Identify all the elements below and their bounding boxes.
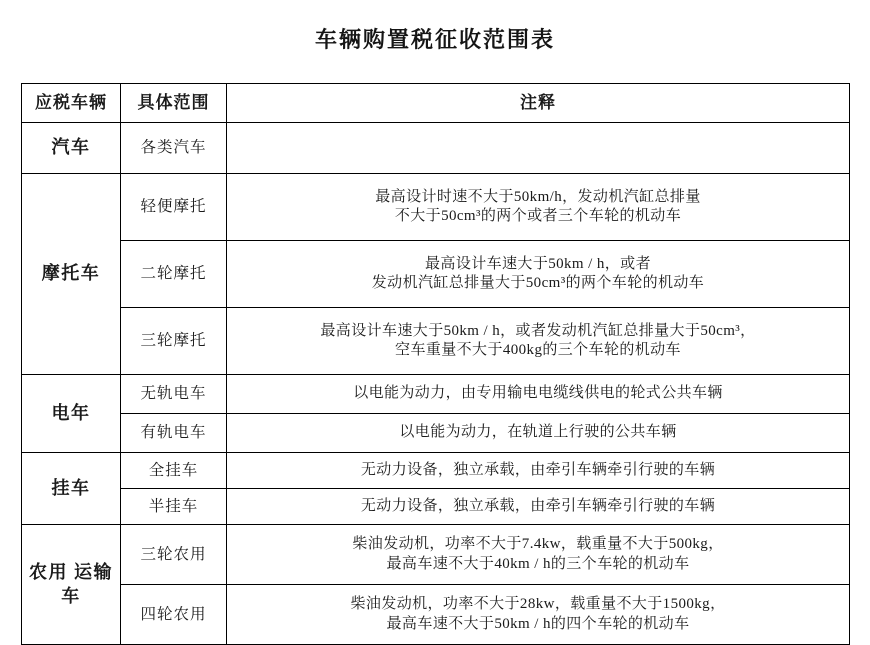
table-row [22,123,850,174]
note-line: 无动力设备，独立承载，由牵引车辆牵引行驶的车辆 [360,461,716,478]
note-cell-trolleybus [227,375,850,414]
column-header-taxable-vehicle: 应税车辆 [22,84,121,123]
note-cell-two-wheel-motorcycle [227,241,850,308]
category-cell-tram: 电年 [22,375,121,453]
note-line: 不大于50cm³的两个或者三个车轮的机动车 [394,208,682,224]
note-line: 发动机汽缸总排量大于50cm³的两个车轮的机动车 [371,275,705,291]
scope-cell-four-wheel-agricultural: 四轮农用 [121,585,227,645]
table-row [22,308,850,375]
note-cell-car [227,123,850,174]
note-cell-light-motorcycle [227,174,850,241]
category-cell-trailer: 挂车 [22,453,121,525]
table-row [22,241,850,308]
column-header-specific-scope: 具体范围 [121,84,227,123]
table-row [22,585,850,645]
scope-cell-two-wheel-motorcycle: 二轮摩托 [121,241,227,308]
table-header-row [22,84,850,123]
page-title: 车辆购置税征收范围表 [314,27,555,52]
note-line: 最高车速不大于40km / h的三个车轮的机动车 [386,555,690,572]
scope-cell-semi-trailer: 半挂车 [121,489,227,525]
note-line: 最高设计车速大于50km / h，或者 [425,255,651,272]
note-line: 柴油发动机，功率不大于7.4kw，载重量不大于500kg， [352,536,724,553]
tax-scope-table [21,83,850,645]
note-cell-three-wheel-motorcycle [227,308,850,375]
scope-cell-three-wheel-agricultural: 三轮农用 [121,525,227,585]
note-cell-four-wheel-agricultural [227,585,850,645]
table-row [22,414,850,453]
table-row [22,525,850,585]
note-cell-semi-trailer [227,489,850,525]
scope-cell-full-trailer: 全挂车 [121,453,227,489]
column-header-notes: 注释 [227,84,850,123]
note-line: 以电能为动力，由专用输电电缆线供电的轮式公共车辆 [353,385,723,402]
table-row [22,174,850,241]
note-line: 以电能为动力，在轨道上行驶的公共车辆 [399,424,677,441]
category-cell-car: 汽车 [22,123,121,174]
note-line: 最高车速不大于50km / h的四个车轮的机动车 [386,615,690,632]
note-cell-three-wheel-agricultural [227,525,850,585]
scope-cell-three-wheel-motorcycle: 三轮摩托 [121,308,227,375]
table-row [22,489,850,525]
note-line: 无动力设备，独立承载，由牵引车辆牵引行驶的车辆 [360,497,716,514]
table-row [22,453,850,489]
note-cell-full-trailer [227,453,850,489]
note-line: 柴油发动机，功率不大于28kw，载重量不大于1500kg， [350,596,726,613]
scope-cell-light-motorcycle: 轻便摩托 [121,174,227,241]
tax-scope-table-container [21,83,849,645]
scope-cell-streetcar: 有轨电车 [121,414,227,453]
category-label-line: 运输车 [61,562,113,606]
category-cell-agricultural-transport [22,525,121,645]
table-row [22,375,850,414]
scope-cell-car: 各类汽车 [121,123,227,174]
scope-cell-trolleybus: 无轨电车 [121,375,227,414]
note-cell-streetcar [227,414,850,453]
note-line: 最高设计时速不大于50km/h，发动机汽缸总排量 [375,188,701,205]
category-cell-motorcycle: 摩托车 [22,174,121,375]
category-label-line: 农用 [29,562,68,583]
note-line: 最高设计车速大于50km / h，或者发动机汽缸总排量大于50cm³， [320,322,756,339]
note-line: 空车重量不大于400kg的三个车轮的机动车 [395,342,681,358]
